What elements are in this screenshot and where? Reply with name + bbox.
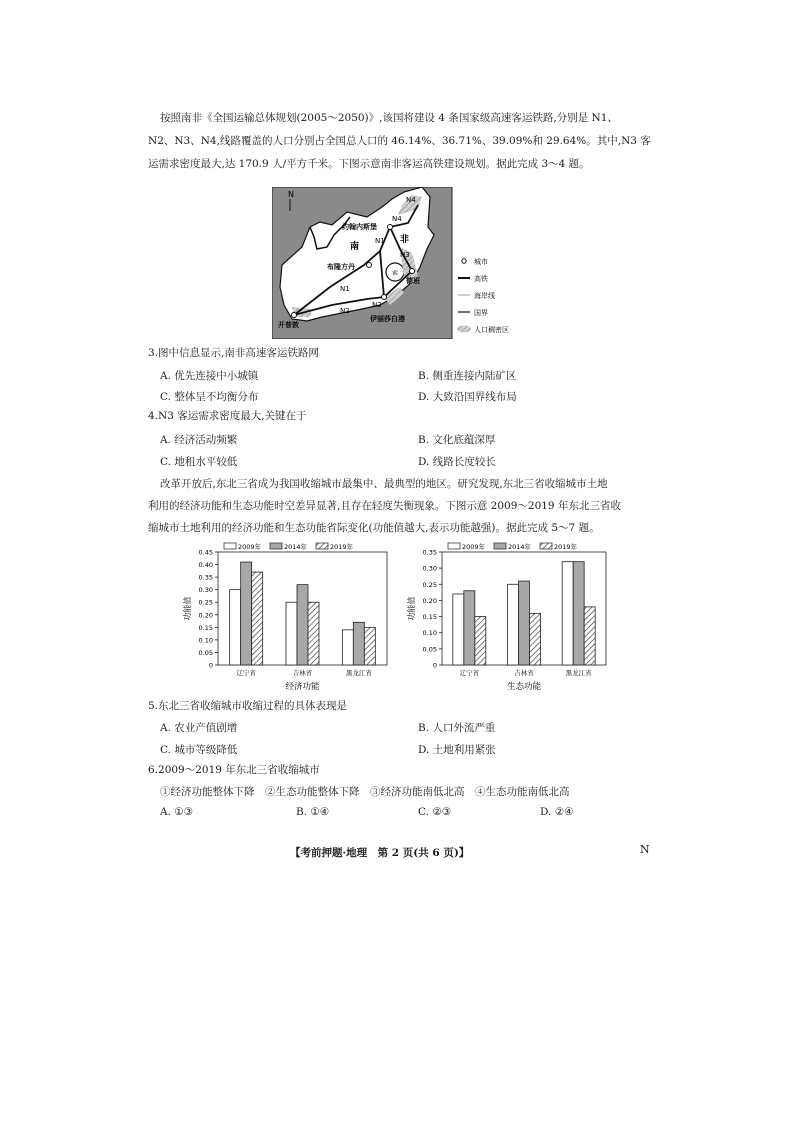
line-label-n4b: N4 xyxy=(406,196,416,204)
legend-swatch xyxy=(494,543,506,549)
y-axis-label: 功能值 xyxy=(183,596,192,621)
bar-2014年-吉林省 xyxy=(297,585,308,665)
city-label-capetown: 开普敦 xyxy=(278,321,299,329)
passage2-line-3: 缩城市土地利用的经济功能和生态功能省际变化(功能值越大,表示功能越强)。据此完成 5～7 题。 xyxy=(148,522,600,534)
bar-2014年-辽宁省 xyxy=(464,591,475,665)
line-label-n2b: N2 xyxy=(372,301,382,309)
bar-2009年-黑龙江省 xyxy=(562,562,573,665)
corner-mark: N xyxy=(640,843,650,856)
q5-stem: 5.东北三省收缩城市收缩过程的具体表现是 xyxy=(148,700,348,712)
city-label-bloemfontein: 布隆方丹 xyxy=(327,263,355,271)
legend-swatch xyxy=(540,543,552,549)
line-label-n3: N3 xyxy=(400,251,410,259)
city-label-port-elizabeth: 伊丽莎白港 xyxy=(370,315,405,323)
country-char-2: 非 xyxy=(400,235,410,245)
line-label-n1: N1 xyxy=(375,237,385,245)
q5-option-a[interactable]: A. 农业产值剧增 xyxy=(160,722,238,734)
city-bloemfontein xyxy=(367,263,372,268)
bar-2019年-黑龙江省 xyxy=(584,607,595,665)
legend-swatch xyxy=(448,543,460,549)
south-africa-rail-map xyxy=(272,187,522,339)
passage2-line-2: 利用的经济功能和生态功能时空差异显著,且存在轻度失衡现象。下图示意 2009～2019 年东北三省收 xyxy=(148,500,621,512)
legend-swatch xyxy=(316,543,328,549)
y-tick-label: 0.45 xyxy=(198,548,213,557)
passage2-line-1: 改革开放后,东北三省成为我国收缩城市最集中、最典型的地区。研究发现,东北三省收缩城市土地 xyxy=(160,478,608,490)
y-tick-label: 0.25 xyxy=(422,580,437,589)
bar-2019年-辽宁省 xyxy=(252,572,263,665)
q5-option-c[interactable]: C. 城市等级降低 xyxy=(160,744,238,756)
q3-stem: 3.图中信息显示,南非高速客运铁路网 xyxy=(148,347,319,359)
y-tick-label: 0.10 xyxy=(198,636,213,645)
x-tick-label: 辽宁省 xyxy=(459,669,480,677)
q3-option-b[interactable]: B. 侧重连接内陆矿区 xyxy=(418,370,517,382)
legend-city-icon xyxy=(462,259,466,263)
city-label-johannesburg: 约翰内斯堡 xyxy=(342,223,377,231)
bar-2014年-吉林省 xyxy=(519,581,530,665)
y-tick-label: 0 xyxy=(432,661,437,670)
q6-option-d[interactable]: D. ②④ xyxy=(540,806,574,818)
x-tick-label: 黑龙江省 xyxy=(345,669,372,677)
y-tick-label: 0.15 xyxy=(198,623,213,632)
chart-title: 经济功能 xyxy=(285,682,320,692)
bar-2014年-黑龙江省 xyxy=(573,562,584,665)
legend-label: 2009年 xyxy=(462,543,486,551)
legend-label: 2019年 xyxy=(554,543,578,551)
q6-option-b[interactable]: B. ①④ xyxy=(296,806,330,818)
bar-2014年-辽宁省 xyxy=(241,562,252,665)
q3-option-d[interactable]: D. 大致沿国界线布局 xyxy=(418,391,517,403)
line-label-n1b: N1 xyxy=(340,285,350,293)
q4-stem: 4.N3 客运需求密度最大,关键在于 xyxy=(148,410,307,422)
ecological-chart-svg xyxy=(404,540,614,695)
bar-2009年-吉林省 xyxy=(286,602,297,665)
y-axis-label: 功能值 xyxy=(407,596,416,621)
y-tick-label: 0.25 xyxy=(198,598,213,607)
y-tick-label: 0.35 xyxy=(422,548,437,557)
intro-line-1: 按照南非《全国运输总体规划(2005～2050)》,该国将建设 4 条国家级高速客运铁路,分别是 N1、 xyxy=(160,112,618,124)
legend-city: 城市 xyxy=(474,258,488,266)
x-tick-label: 辽宁省 xyxy=(236,669,256,677)
q4-option-a[interactable]: A. 经济活动频繁 xyxy=(160,434,238,446)
y-tick-label: 0.10 xyxy=(422,629,437,638)
legend-rail: 高铁 xyxy=(474,275,488,283)
q3-option-a[interactable]: A. 优先连接中小城镇 xyxy=(160,370,259,382)
q3-option-c[interactable]: C. 整体呈不均衡分布 xyxy=(160,391,259,403)
line-label-n2: N2 xyxy=(340,307,350,315)
y-tick-label: 0.20 xyxy=(198,611,213,620)
bar-2009年-辽宁省 xyxy=(230,590,241,665)
bar-2014年-黑龙江省 xyxy=(353,622,364,665)
city-durban xyxy=(410,269,415,274)
legend-label: 2009年 xyxy=(238,543,262,551)
economic-function-chart xyxy=(180,540,395,695)
y-tick-label: 0.30 xyxy=(422,564,437,573)
bar-2009年-黑龙江省 xyxy=(342,630,353,665)
ecological-function-chart xyxy=(404,540,614,695)
q6-option-a[interactable]: A. ①③ xyxy=(160,806,194,818)
q6-option-c[interactable]: C. ②③ xyxy=(418,806,452,818)
legend-dense-icon xyxy=(457,326,471,333)
q4-option-d[interactable]: D. 线路长度较长 xyxy=(418,456,496,468)
q4-option-b[interactable]: B. 文化底蕴深厚 xyxy=(418,434,496,446)
y-tick-label: 0.40 xyxy=(198,561,213,570)
q4-option-c[interactable]: C. 地租水平较低 xyxy=(160,456,238,468)
y-tick-label: 0.05 xyxy=(198,648,213,657)
y-tick-label: 0.15 xyxy=(422,613,437,622)
bar-2019年-辽宁省 xyxy=(475,617,486,665)
page-footer: 【考前押题·地理 第 2 页(共 6 页)】 xyxy=(290,847,470,859)
enclave-label: 索 xyxy=(392,270,399,277)
chart-title: 生态功能 xyxy=(506,682,542,692)
x-tick-label: 吉林省 xyxy=(292,669,313,677)
map-svg xyxy=(272,187,522,339)
bar-2009年-吉林省 xyxy=(508,584,519,665)
y-tick-label: 0.30 xyxy=(198,586,213,595)
legend-dense: 人口稠密区 xyxy=(474,326,509,334)
x-tick-label: 吉林省 xyxy=(514,669,534,677)
intro-line-2: N2、N3、N4,线路覆盖的人口分别占全国总人口的 46.14%、36.71%、39.09%和 29.64%。其中,N3 客 xyxy=(148,135,651,147)
city-capetown xyxy=(292,313,297,318)
legend-label: 2019年 xyxy=(330,543,354,551)
y-tick-label: 0.20 xyxy=(422,596,437,605)
legend-swatch xyxy=(224,543,236,549)
q5-option-b[interactable]: B. 人口外流严重 xyxy=(418,722,496,734)
bar-2019年-吉林省 xyxy=(530,613,541,665)
q6-stem: 6.2009～2019 年东北三省收缩城市 xyxy=(148,764,320,776)
y-tick-label: 0 xyxy=(208,661,213,670)
legend-label: 2014年 xyxy=(284,543,308,551)
bar-2009年-辽宁省 xyxy=(453,594,464,665)
city-johannesburg xyxy=(388,225,393,230)
y-tick-label: 0.05 xyxy=(422,645,437,654)
legend-label: 2014年 xyxy=(508,543,532,551)
legend-swatch xyxy=(270,543,282,549)
q6-items: ①经济功能整体下降 ②生态功能整体下降 ③经济功能南低北高 ④生态功能南低北高 xyxy=(160,786,570,798)
x-tick-label: 黑龙江省 xyxy=(565,669,592,677)
intro-line-3: 运需求密度最大,达 170.9 人/平方千米。下图示意南非客运高铁建设规划。据此完成 3～4 题。 xyxy=(148,158,590,170)
bar-2019年-吉林省 xyxy=(308,602,319,665)
north-label: N xyxy=(288,190,294,199)
legend-border: 国界 xyxy=(474,309,488,317)
q5-option-d[interactable]: D. 土地利用紧张 xyxy=(418,744,496,756)
city-port-elizabeth xyxy=(382,295,387,300)
line-label-n4: N4 xyxy=(392,215,402,223)
legend-coast: 海岸线 xyxy=(474,292,495,300)
country-char-1: 南 xyxy=(350,242,360,252)
bar-2019年-黑龙江省 xyxy=(364,627,375,665)
city-label-durban: 德班 xyxy=(406,277,420,285)
y-tick-label: 0.35 xyxy=(198,573,213,582)
economic-chart-svg xyxy=(180,540,395,695)
